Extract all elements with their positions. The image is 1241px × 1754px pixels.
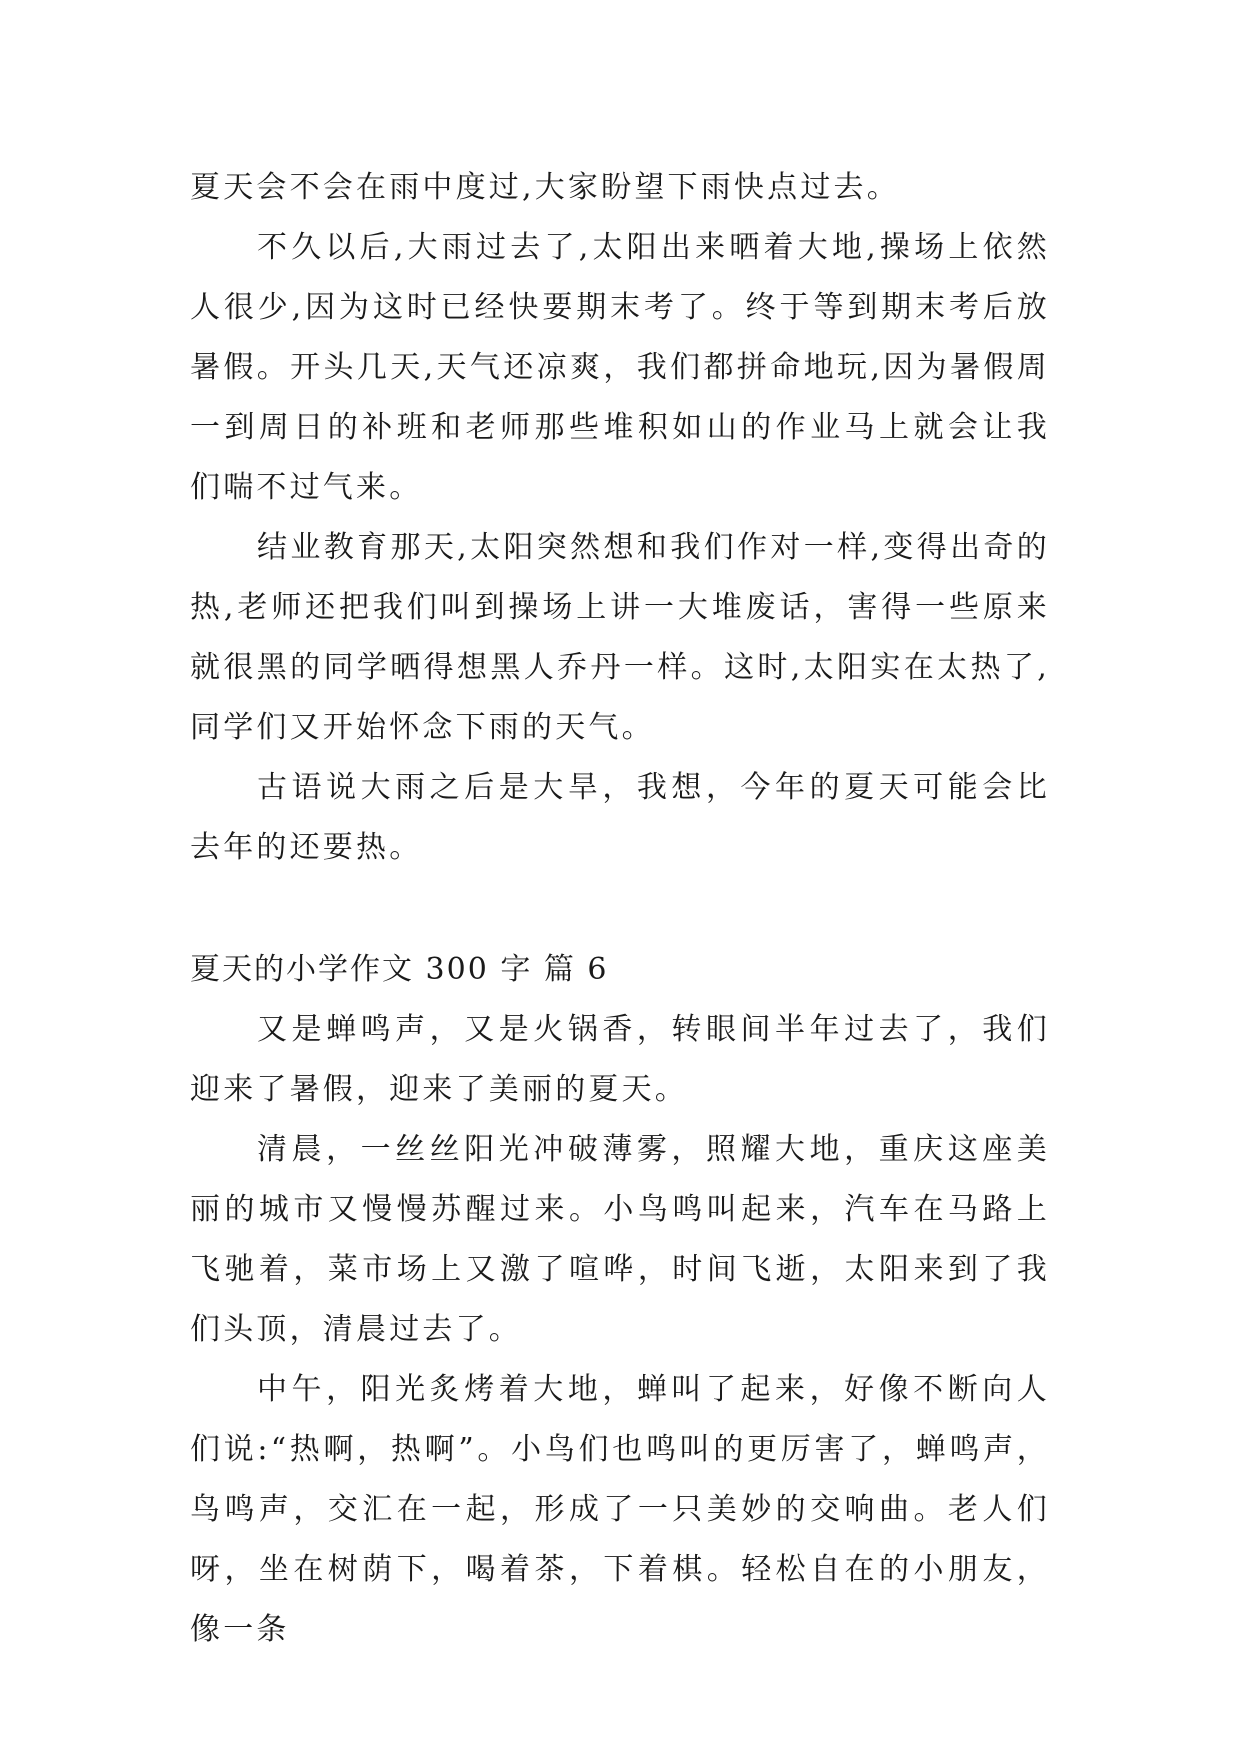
paragraph: 又是蝉鸣声，又是火锅香，转眼间半年过去了，我们迎来了暑假，迎来了美丽的夏天。 [190,1012,1050,1107]
paragraph-continuation: 夏天会不会在雨中度过,大家盼望下雨快点过去。 [190,170,900,205]
paragraph: 结业教育那天,太阳突然想和我们作对一样,变得出奇的热,老师还把我们叫到操场上讲一大堆废话，害得一些原来就很黑的同学晒得想黑人乔丹一样。这时,太阳实在太热了,同学们又开始怀念下雨的天气。 [190,530,1050,745]
section-gap [190,878,1050,940]
paragraph: 古语说大雨之后是大旱，我想，今年的夏天可能会比去年的还要热。 [190,770,1050,865]
document-body [190,158,1050,1660]
paragraph: 不久以后,大雨过去了,太阳出来晒着大地,操场上依然人很少,因为这时已经快要期末考了。终于等到期末考后放暑假。开头几天,天气还凉爽，我们都拼命地玩,因为暑假周一到周日的补班和老师那些堆积如山的作业马上就会让我们喘不过气来。 [190,230,1050,505]
section-heading: 夏天的小学作文 300 字 篇 6 [190,952,609,987]
paragraph: 清晨，一丝丝阳光冲破薄雾，照耀大地，重庆这座美丽的城市又慢慢苏醒过来。小鸟鸣叫起来，汽车在马路上飞驰着，菜市场上又激了喧哗，时间飞逝，太阳来到了我们头顶，清晨过去了。 [190,1132,1050,1347]
paragraph: 中午，阳光炙烤着大地，蝉叫了起来，好像不断向人们说:“热啊，热啊”。小鸟们也鸣叫的更厉害了，蝉鸣声，鸟鸣声，交汇在一起，形成了一只美妙的交响曲。老人们呀，坐在树荫下，喝着茶，下着棋。轻松自在的小朋友，像一条 [190,1372,1050,1647]
